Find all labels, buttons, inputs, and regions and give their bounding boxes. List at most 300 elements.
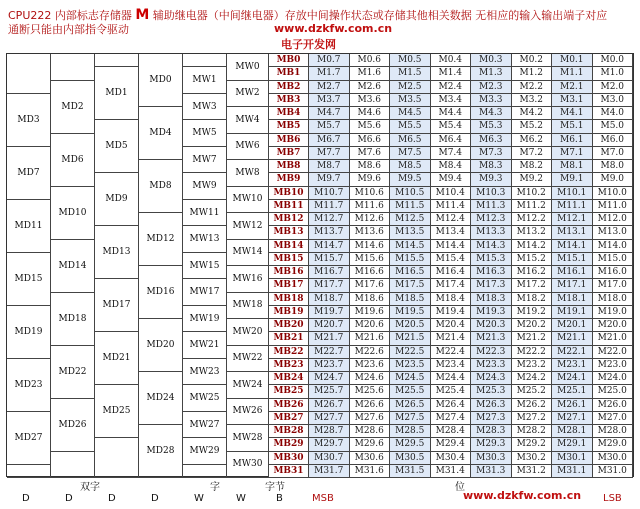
- bit-cell: M26.5: [390, 399, 431, 412]
- word-cell: MW13: [183, 226, 227, 253]
- bit-cell: M3.6: [350, 94, 391, 107]
- bit-cell: M6.6: [350, 134, 391, 147]
- header-prefix: CPU222 内部标志存储器: [8, 9, 132, 22]
- bit-cell: M3.5: [390, 94, 431, 107]
- watermark-domain-bottom: www.dzkfw.com.cn: [463, 489, 582, 502]
- double-word-cell: MD22: [51, 346, 95, 399]
- bit-cell: M7.0: [593, 147, 634, 160]
- double-word-cell: MD20: [139, 319, 183, 372]
- word-cell: MW17: [183, 279, 227, 306]
- bit-cell: M7.6: [350, 147, 391, 160]
- byte-cell: MB11: [269, 200, 309, 213]
- bit-cell: M4.5: [390, 107, 431, 120]
- bit-cell: M6.4: [431, 134, 472, 147]
- bit-cell: M24.3: [471, 372, 512, 385]
- bit-cell: M11.1: [552, 200, 593, 213]
- empty-cell: [7, 54, 51, 94]
- word-cell: MW23: [183, 359, 227, 386]
- bit-cell: M25.1: [552, 385, 593, 398]
- bit-cell: M25.5: [390, 385, 431, 398]
- bit-cell: M8.4: [431, 160, 472, 173]
- footer-col-letter: W: [194, 493, 204, 504]
- double-word-cell: MD7: [7, 147, 51, 200]
- bit-cell: M2.0: [593, 81, 634, 94]
- bit-cell: M12.3: [471, 213, 512, 226]
- bit-cell: M3.7: [309, 94, 350, 107]
- bit-cell: M11.2: [512, 200, 553, 213]
- word-cell: MW2: [227, 81, 269, 108]
- byte-cell: MB10: [269, 187, 309, 200]
- bit-cell: M9.2: [512, 173, 553, 186]
- bit-cell: M31.3: [471, 465, 512, 478]
- bit-cell: M27.2: [512, 412, 553, 425]
- bit-cell: M6.5: [390, 134, 431, 147]
- bit-cell: M18.3: [471, 293, 512, 306]
- word-cell: MW3: [183, 94, 227, 121]
- bit-cell: M12.1: [552, 213, 593, 226]
- bit-cell: M10.4: [431, 187, 472, 200]
- double-word-cell: MD27: [7, 412, 51, 465]
- bit-cell: M20.5: [390, 319, 431, 332]
- bit-cell: M11.7: [309, 200, 350, 213]
- bit-cell: M8.0: [593, 160, 634, 173]
- byte-cell: MB8: [269, 160, 309, 173]
- bit-cell: M12.2: [512, 213, 553, 226]
- word-cell: MW25: [183, 385, 227, 412]
- bit-cell: M10.5: [390, 187, 431, 200]
- bit-cell: M17.2: [512, 279, 553, 292]
- memory-map-table: [6, 53, 634, 477]
- bit-cell: M22.0: [593, 346, 634, 359]
- footer-double-word-label: 双字: [80, 482, 100, 493]
- bit-cell: M7.5: [390, 147, 431, 160]
- byte-cell: MB9: [269, 173, 309, 186]
- word-cell: MW10: [227, 187, 269, 214]
- bit-cell: M3.1: [552, 94, 593, 107]
- bit-cell: M14.1: [552, 240, 593, 253]
- double-word-cell: MD8: [139, 160, 183, 213]
- byte-cell: MB30: [269, 452, 309, 465]
- bit-cell: M28.5: [390, 425, 431, 438]
- bit-cell: M24.6: [350, 372, 391, 385]
- double-word-cell: MD28: [139, 425, 183, 478]
- bit-cell: M22.7: [309, 346, 350, 359]
- bit-cell: M18.6: [350, 293, 391, 306]
- bit-cell: M0.6: [350, 54, 391, 67]
- bit-cell: M4.2: [512, 107, 553, 120]
- word-cell: MW7: [183, 147, 227, 174]
- bit-cell: M9.4: [431, 173, 472, 186]
- bit-cell: M17.1: [552, 279, 593, 292]
- bit-cell: M8.2: [512, 160, 553, 173]
- bit-cell: M21.6: [350, 332, 391, 345]
- bit-cell: M0.5: [390, 54, 431, 67]
- bit-cell: M28.4: [431, 425, 472, 438]
- byte-cell: MB2: [269, 81, 309, 94]
- word-cell: MW14: [227, 240, 269, 267]
- bit-cell: M10.6: [350, 187, 391, 200]
- bit-cell: M26.7: [309, 399, 350, 412]
- bit-cell: M31.0: [593, 465, 634, 478]
- bit-cell: M15.3: [471, 253, 512, 266]
- bit-cell: M12.0: [593, 213, 634, 226]
- bit-cell: M8.5: [390, 160, 431, 173]
- bit-cell: M9.1: [552, 173, 593, 186]
- bit-cell: M1.3: [471, 67, 512, 80]
- watermark-domain-top: www.dzkfw.com.cn: [274, 22, 393, 35]
- bit-cell: M26.2: [512, 399, 553, 412]
- bit-cell: M10.7: [309, 187, 350, 200]
- bit-cell: M29.4: [431, 438, 472, 451]
- bit-cell: M0.0: [593, 54, 634, 67]
- header-line-1: [8, 8, 607, 23]
- word-cell: MW29: [183, 438, 227, 465]
- byte-cell: MB6: [269, 134, 309, 147]
- bit-cell: M14.6: [350, 240, 391, 253]
- bit-cell: M23.5: [390, 359, 431, 372]
- bit-cell: M20.7: [309, 319, 350, 332]
- bit-cell: M16.4: [431, 266, 472, 279]
- bit-cell: M13.5: [390, 226, 431, 239]
- footer-col-letter: D: [108, 493, 116, 504]
- bit-cell: M29.3: [471, 438, 512, 451]
- bit-cell: M13.6: [350, 226, 391, 239]
- bit-cell: M19.4: [431, 306, 472, 319]
- bit-cell: M30.7: [309, 452, 350, 465]
- byte-cell: MB0: [269, 54, 309, 67]
- bit-cell: M16.0: [593, 266, 634, 279]
- word-cell: MW8: [227, 160, 269, 187]
- bit-cell: M6.7: [309, 134, 350, 147]
- double-word-cell: MD16: [139, 266, 183, 319]
- bit-cell: M16.3: [471, 266, 512, 279]
- footer-col-letter: D: [22, 493, 30, 504]
- bit-cell: M30.1: [552, 452, 593, 465]
- bit-cell: M22.1: [552, 346, 593, 359]
- double-word-cell: MD26: [51, 399, 95, 452]
- bit-cell: M1.4: [431, 67, 472, 80]
- bit-cell: M27.3: [471, 412, 512, 425]
- bit-cell: M4.1: [552, 107, 593, 120]
- bit-cell: M23.7: [309, 359, 350, 372]
- bit-cell: M5.4: [431, 120, 472, 133]
- bit-cell: M2.1: [552, 81, 593, 94]
- bit-cell: M22.3: [471, 346, 512, 359]
- bit-cell: M0.1: [552, 54, 593, 67]
- bit-cell: M12.4: [431, 213, 472, 226]
- bit-cell: M13.3: [471, 226, 512, 239]
- double-word-cell: MD2: [51, 81, 95, 134]
- bit-cell: M17.6: [350, 279, 391, 292]
- double-word-cell: MD3: [7, 94, 51, 147]
- double-word-cell: MD4: [139, 107, 183, 160]
- bit-cell: M8.1: [552, 160, 593, 173]
- byte-cell: MB3: [269, 94, 309, 107]
- bit-cell: M5.6: [350, 120, 391, 133]
- empty-cell: [51, 54, 95, 81]
- double-word-cell: MD14: [51, 240, 95, 293]
- bit-cell: M11.3: [471, 200, 512, 213]
- byte-cell: MB22: [269, 346, 309, 359]
- bit-cell: M22.6: [350, 346, 391, 359]
- bit-cell: M26.6: [350, 399, 391, 412]
- bit-cell: M7.3: [471, 147, 512, 160]
- bit-cell: M27.1: [552, 412, 593, 425]
- bit-cell: M20.6: [350, 319, 391, 332]
- bit-cell: M30.5: [390, 452, 431, 465]
- bit-cell: M23.2: [512, 359, 553, 372]
- bit-cell: M20.2: [512, 319, 553, 332]
- bit-cell: M30.3: [471, 452, 512, 465]
- footer-byte-label: 字节: [265, 482, 285, 493]
- bit-cell: M31.1: [552, 465, 593, 478]
- bit-cell: M30.6: [350, 452, 391, 465]
- bit-cell: M12.5: [390, 213, 431, 226]
- bit-cell: M5.0: [593, 120, 634, 133]
- bit-cell: M24.2: [512, 372, 553, 385]
- double-word-cell: MD25: [95, 385, 139, 438]
- double-word-cell: MD10: [51, 187, 95, 240]
- bit-cell: M30.4: [431, 452, 472, 465]
- byte-cell: MB27: [269, 412, 309, 425]
- bit-cell: M1.1: [552, 67, 593, 80]
- bit-cell: M29.0: [593, 438, 634, 451]
- byte-cell: MB29: [269, 438, 309, 451]
- word-cell: MW30: [227, 452, 269, 479]
- bit-cell: M12.7: [309, 213, 350, 226]
- bit-cell: M4.4: [431, 107, 472, 120]
- bit-cell: M19.0: [593, 306, 634, 319]
- byte-cell: MB17: [269, 279, 309, 292]
- bit-cell: M19.1: [552, 306, 593, 319]
- bit-cell: M7.2: [512, 147, 553, 160]
- bit-cell: M23.1: [552, 359, 593, 372]
- bit-cell: M15.2: [512, 253, 553, 266]
- bit-cell: M13.2: [512, 226, 553, 239]
- word-cell: MW24: [227, 372, 269, 399]
- bit-cell: M17.3: [471, 279, 512, 292]
- bit-cell: M6.1: [552, 134, 593, 147]
- bit-cell: M4.0: [593, 107, 634, 120]
- byte-cell: MB12: [269, 213, 309, 226]
- bit-cell: M10.1: [552, 187, 593, 200]
- bit-cell: M15.1: [552, 253, 593, 266]
- bit-cell: M18.0: [593, 293, 634, 306]
- bit-cell: M10.2: [512, 187, 553, 200]
- word-cell: MW6: [227, 134, 269, 161]
- bit-cell: M21.7: [309, 332, 350, 345]
- bit-cell: M6.3: [471, 134, 512, 147]
- empty-cell: [183, 465, 227, 478]
- double-word-cell: MD12: [139, 213, 183, 266]
- bit-cell: M27.7: [309, 412, 350, 425]
- bit-cell: M31.4: [431, 465, 472, 478]
- bit-cell: M9.6: [350, 173, 391, 186]
- header-suffix: 辅助继电器（中间继电器）存放中间操作状态或存储其他相关数据 无相应的输入输出端子对应: [149, 9, 608, 22]
- bit-cell: M18.2: [512, 293, 553, 306]
- bit-cell: M11.4: [431, 200, 472, 213]
- byte-cell: MB24: [269, 372, 309, 385]
- double-word-cell: MD5: [95, 120, 139, 173]
- bit-cell: M5.2: [512, 120, 553, 133]
- bit-cell: M1.0: [593, 67, 634, 80]
- bit-cell: M13.7: [309, 226, 350, 239]
- header-m-letter: M: [135, 7, 150, 23]
- double-word-cell: MD9: [95, 173, 139, 226]
- bit-cell: M25.2: [512, 385, 553, 398]
- bit-cell: M14.0: [593, 240, 634, 253]
- bit-cell: M15.0: [593, 253, 634, 266]
- bit-cell: M17.0: [593, 279, 634, 292]
- word-cell: MW27: [183, 412, 227, 439]
- bit-cell: M4.7: [309, 107, 350, 120]
- word-cell: MW21: [183, 332, 227, 359]
- bit-cell: M26.1: [552, 399, 593, 412]
- byte-cell: MB28: [269, 425, 309, 438]
- bit-cell: M21.3: [471, 332, 512, 345]
- bit-cell: M29.6: [350, 438, 391, 451]
- bit-cell: M9.7: [309, 173, 350, 186]
- bit-cell: M18.5: [390, 293, 431, 306]
- bit-cell: M12.6: [350, 213, 391, 226]
- bit-cell: M28.3: [471, 425, 512, 438]
- byte-cell: MB15: [269, 253, 309, 266]
- bit-cell: M19.7: [309, 306, 350, 319]
- bit-cell: M14.3: [471, 240, 512, 253]
- bit-cell: M31.2: [512, 465, 553, 478]
- bit-cell: M29.5: [390, 438, 431, 451]
- bit-cell: M16.2: [512, 266, 553, 279]
- double-word-cell: MD15: [7, 253, 51, 306]
- word-cell: MW22: [227, 346, 269, 373]
- byte-cell: MB16: [269, 266, 309, 279]
- bit-cell: M19.5: [390, 306, 431, 319]
- bit-cell: M16.5: [390, 266, 431, 279]
- bit-cell: M6.2: [512, 134, 553, 147]
- byte-cell: MB18: [269, 293, 309, 306]
- byte-cell: MB25: [269, 385, 309, 398]
- bit-cell: M24.1: [552, 372, 593, 385]
- bit-cell: M5.5: [390, 120, 431, 133]
- double-word-cell: MD19: [7, 306, 51, 359]
- byte-cell: MB23: [269, 359, 309, 372]
- bit-cell: M2.7: [309, 81, 350, 94]
- bit-cell: M29.1: [552, 438, 593, 451]
- word-cell: MW26: [227, 399, 269, 426]
- bit-cell: M22.5: [390, 346, 431, 359]
- footer-msb: MSB: [312, 493, 334, 504]
- bit-cell: M0.3: [471, 54, 512, 67]
- double-word-cell: MD24: [139, 372, 183, 425]
- bit-cell: M24.5: [390, 372, 431, 385]
- bit-cell: M23.0: [593, 359, 634, 372]
- bit-cell: M19.2: [512, 306, 553, 319]
- bit-cell: M1.6: [350, 67, 391, 80]
- bit-cell: M1.5: [390, 67, 431, 80]
- byte-cell: MB21: [269, 332, 309, 345]
- bit-cell: M22.2: [512, 346, 553, 359]
- word-cell: MW5: [183, 120, 227, 147]
- word-cell: MW12: [227, 213, 269, 240]
- bit-cell: M20.1: [552, 319, 593, 332]
- bit-cell: M26.0: [593, 399, 634, 412]
- bit-cell: M14.7: [309, 240, 350, 253]
- bit-cell: M20.4: [431, 319, 472, 332]
- bit-cell: M2.5: [390, 81, 431, 94]
- bit-cell: M31.5: [390, 465, 431, 478]
- bit-cell: M28.1: [552, 425, 593, 438]
- empty-cell: [183, 54, 227, 67]
- byte-cell: MB5: [269, 120, 309, 133]
- bit-cell: M27.5: [390, 412, 431, 425]
- footer-col-letter: B: [276, 493, 283, 504]
- bit-cell: M6.0: [593, 134, 634, 147]
- bit-cell: M21.5: [390, 332, 431, 345]
- bit-cell: M9.0: [593, 173, 634, 186]
- bit-cell: M31.7: [309, 465, 350, 478]
- bit-cell: M7.7: [309, 147, 350, 160]
- header-line-2: 通断只能由内部指令驱动: [8, 23, 129, 36]
- bit-cell: M27.6: [350, 412, 391, 425]
- byte-cell: MB26: [269, 399, 309, 412]
- bit-cell: M27.4: [431, 412, 472, 425]
- bit-cell: M11.0: [593, 200, 634, 213]
- byte-cell: MB7: [269, 147, 309, 160]
- byte-cell: MB20: [269, 319, 309, 332]
- bit-cell: M5.1: [552, 120, 593, 133]
- bit-cell: M7.1: [552, 147, 593, 160]
- bit-cell: M26.4: [431, 399, 472, 412]
- bit-cell: M1.7: [309, 67, 350, 80]
- bit-cell: M27.0: [593, 412, 634, 425]
- empty-cell: [95, 438, 139, 478]
- bit-cell: M25.7: [309, 385, 350, 398]
- bit-cell: M4.3: [471, 107, 512, 120]
- bit-cell: M15.5: [390, 253, 431, 266]
- word-cell: MW4: [227, 107, 269, 134]
- bit-cell: M3.4: [431, 94, 472, 107]
- bit-cell: M4.6: [350, 107, 391, 120]
- word-cell: MW9: [183, 173, 227, 200]
- bit-cell: M31.6: [350, 465, 391, 478]
- double-word-cell: MD18: [51, 293, 95, 346]
- empty-cell: [51, 452, 95, 479]
- bit-cell: M15.7: [309, 253, 350, 266]
- bit-cell: M13.0: [593, 226, 634, 239]
- bit-cell: M22.4: [431, 346, 472, 359]
- bit-cell: M19.6: [350, 306, 391, 319]
- bit-cell: M0.7: [309, 54, 350, 67]
- word-cell: MW18: [227, 293, 269, 320]
- bit-cell: M14.4: [431, 240, 472, 253]
- footer-col-letter: D: [65, 493, 73, 504]
- footer-col-letter: W: [236, 493, 246, 504]
- bit-cell: M3.0: [593, 94, 634, 107]
- word-cell: MW28: [227, 425, 269, 452]
- word-cell: MW19: [183, 306, 227, 333]
- footer-word-label: 字: [210, 482, 220, 493]
- bit-cell: M28.0: [593, 425, 634, 438]
- byte-cell: MB1: [269, 67, 309, 80]
- bit-cell: M9.5: [390, 173, 431, 186]
- footer-lsb: LSB: [603, 493, 622, 504]
- bit-cell: M11.5: [390, 200, 431, 213]
- bit-cell: M2.3: [471, 81, 512, 94]
- bit-cell: M17.7: [309, 279, 350, 292]
- bit-cell: M25.0: [593, 385, 634, 398]
- bit-cell: M15.4: [431, 253, 472, 266]
- bit-cell: M10.3: [471, 187, 512, 200]
